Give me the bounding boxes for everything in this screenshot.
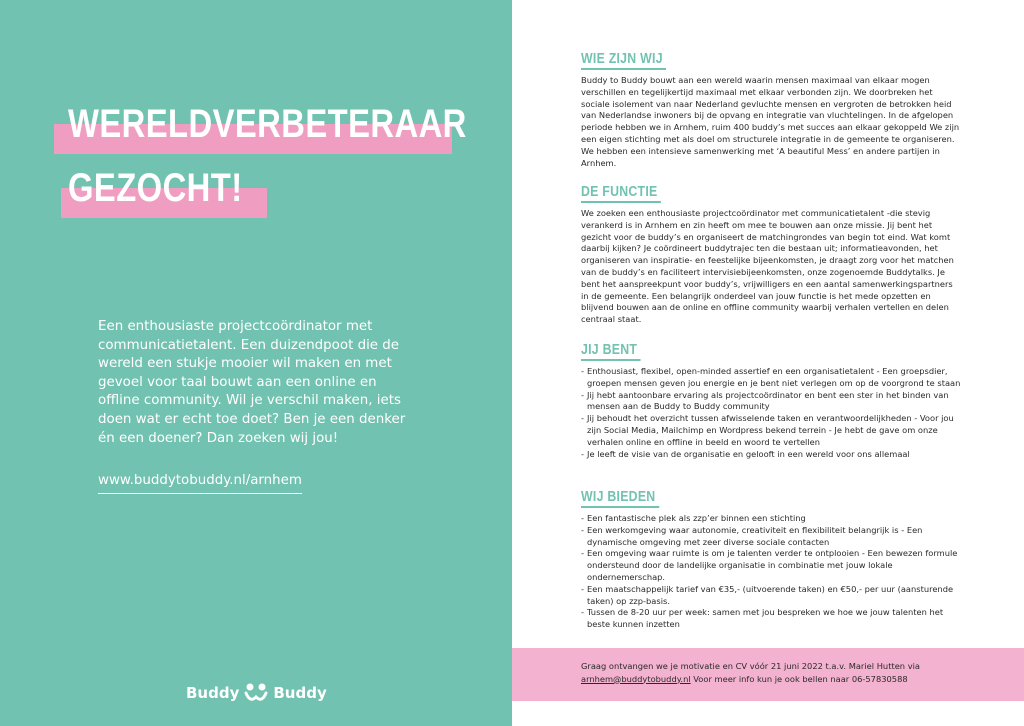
section-wij-bieden xyxy=(581,486,961,631)
footer-banner xyxy=(512,648,1024,701)
footer-text xyxy=(581,660,1001,685)
section-body: Buddy to Buddy bouwt aan een wereld waarin mensen maximaal van elkaar mogen verschillen en tegelijkertijd maximaal met elkaar verbonden zijn. We doorbreken het sociale isolement van naar Nederland gevluchte mensen en vergroten de betrokken heid van Nederlandse inwoners bij de opvang en integratie van vluchtelingen. In de afgelopen periode hebben we in Arnhem, ruim 400 buddy’s met succes aan elkaar gekoppeld We zijn een eigen stichting met als doel om structurele integratie in de gemeente te organiseren. We hebben een intensieve samenwerking met ‘A beautiful Mess’ en andere partijen in Arnhem. xyxy=(581,75,960,168)
list-item: - Een maatschappelijk tarief van €35,- (uitvoerende taken) en €50,- per uur (aansturende taken) op zzp-basis. xyxy=(581,584,961,608)
list-item: - Een fantastische plek als zzp’er binnen een stichting xyxy=(581,513,961,525)
intro-paragraph: Een enthousiaste projectcoördinator met communicatietalent. Een duizendpoot die de wereld een stukje mooier wil maken en met gevoel voor taal bouwt aan een online en offline community. Wil je verschil maken, iets doen wat er echt toe doet? Ben je een denker én een doener? Dan zoeken wij jou! xyxy=(98,319,406,446)
headline-line-1: WERELDVERBETERAAR xyxy=(68,102,467,146)
section-body xyxy=(581,366,961,460)
section-heading: DE FUNCTIE xyxy=(581,185,661,203)
section-heading: JIJ BENT xyxy=(581,343,641,361)
section-body xyxy=(581,513,961,631)
section-body: We zoeken een enthousiaste projectcoördinator met communicatietalent -die stevig verankerd is in Arnhem en zin heeft om mee te bouwen aan onze missie. Jij bent het gezicht voor de buddy’s en organiseert de matchingrondes van begin tot eind. Wat komt daarbij kijken? Je coördineert buddytrajec ten die bestaan uit; informatieavonden, het organiseren van inspiratie- en feestelijke bijeenkomsten, je draagt zorg voor het matchen van de buddy’s en faciliteert intervisiebijeenkomsten, onze zogenoemde Buddytalks. Je bent het aanspreekpunt voor buddy’s, vrijwilligers en een aantal samenwerkingspartners in de gemeente. Een belangrijk onderdeel van jouw functie is het mede opzetten en blijvend bouwen aan de online en offline community waarbij verhalen vertellen en delen centraal staat. xyxy=(581,208,954,325)
footer-line-2: Voor meer info kun je ook bellen naar 06-57830588 xyxy=(690,673,908,684)
wij-bieden-list xyxy=(581,513,961,631)
section-wie-zijn-wij xyxy=(581,48,961,169)
section-jij-bent xyxy=(581,339,961,460)
section-heading: WIE ZIJN WIJ xyxy=(581,52,666,70)
buddy-logo-icon xyxy=(243,682,269,704)
section-heading: WIJ BIEDEN xyxy=(581,490,659,508)
logo-word-right: Buddy xyxy=(273,684,327,702)
list-item: - Jij behoudt het overzicht tussen afwisselende taken en verantwoordelijkheden - Voor jou zijn Social Media, Mailchimp en Wordpress bekend terrein - Je hebt de gave om onze verhalen online en offline in beeld en woord te vertellen xyxy=(581,413,961,448)
website-link[interactable]: www.buddytobuddy.nl/arnhem xyxy=(98,472,302,494)
footer-email-link[interactable]: arnhem@buddytobuddy.nl xyxy=(581,673,691,684)
footer-line-1: Graag ontvangen we je motivatie en CV vóór 21 juni 2022 t.a.v. Mariel Hutten via xyxy=(581,661,920,671)
list-item: - Een werkomgeving waar autonomie, creativiteit en flexibiliteit belangrijk is - Een dynamische omgeving met zeer diverse sociale contacten xyxy=(581,525,961,549)
list-item: - Een omgeving waar ruimte is om je talenten verder te ontplooien - Een bewezen formule ondersteund door de landelijke organisatie in combinatie met jouw lokale ondernemerschap. xyxy=(581,548,961,583)
list-item: - Jij hebt aantoonbare ervaring als projectcoördinator en bent een ster in het binden van mensen aan de Buddy to Buddy community xyxy=(581,390,961,414)
list-item: - Je leeft de visie van de organisatie en gelooft in een wereld voor ons allemaal xyxy=(581,449,961,461)
list-item: - Tussen de 8-20 uur per week: samen met jou bespreken we hoe we jouw talenten het beste kunnen inzetten xyxy=(581,607,961,631)
section-de-functie xyxy=(581,181,961,326)
jij-bent-list xyxy=(581,366,961,460)
logo-word-left: Buddy xyxy=(186,684,240,702)
list-item: - Enthousiast, flexibel, open-minded assertief en een organisatietalent - Een groepsdier, groepen mensen geven jou energie en je bent niet verlegen om op de voorgrond te staan xyxy=(581,366,961,390)
headline-line-2: GEZOCHT! xyxy=(68,166,243,210)
buddy-logo xyxy=(186,682,327,704)
